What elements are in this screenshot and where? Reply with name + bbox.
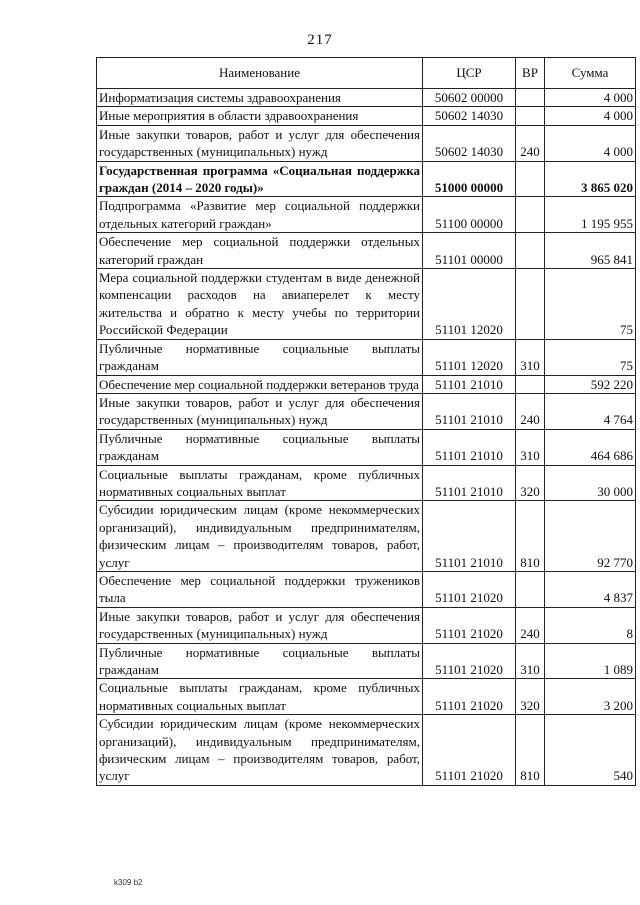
cell-name: Субсидии юридическим лицам (кроме некоммерческих организаций), индивидуальным предпринимателям, физическим лицам – производителям товаров, работ, услуг: [97, 715, 423, 786]
cell-csr: 51101 00000: [423, 233, 516, 269]
cell-vr: 310: [516, 643, 545, 679]
cell-csr: 51101 21020: [423, 643, 516, 679]
cell-name: Публичные нормативные социальные выплаты гражданам: [97, 643, 423, 679]
cell-sum: 4 837: [545, 571, 636, 607]
table-row: [97, 269, 636, 340]
budget-table: [96, 57, 636, 786]
cell-vr: [516, 375, 545, 393]
table-row: [97, 107, 636, 125]
column-header-vr: ВР: [516, 58, 545, 89]
cell-vr: 240: [516, 125, 545, 161]
table-row: [97, 125, 636, 161]
cell-name: Государственная программа «Социальная поддержка граждан (2014 – 2020 годы)»: [97, 161, 423, 197]
page-number: 217: [307, 32, 333, 48]
cell-vr: [516, 89, 545, 107]
cell-vr: 320: [516, 465, 545, 501]
cell-csr: 51101 21020: [423, 607, 516, 643]
cell-sum: 4 000: [545, 125, 636, 161]
table-row: [97, 375, 636, 393]
cell-name: Иные закупки товаров, работ и услуг для обеспечения государственных (муниципальных) нужд: [97, 393, 423, 429]
cell-name: Иные закупки товаров, работ и услуг для обеспечения государственных (муниципальных) нужд: [97, 125, 423, 161]
cell-name: Информатизация системы здравоохранения: [97, 89, 423, 107]
table-row: [97, 393, 636, 429]
header-row: [97, 58, 636, 89]
cell-sum: 30 000: [545, 465, 636, 501]
cell-vr: 240: [516, 607, 545, 643]
cell-csr: 51101 21020: [423, 679, 516, 715]
cell-vr: [516, 233, 545, 269]
cell-csr: 51101 21010: [423, 501, 516, 572]
cell-csr: 50602 14030: [423, 125, 516, 161]
cell-csr: 50602 14030: [423, 107, 516, 125]
cell-name: Публичные нормативные социальные выплаты гражданам: [97, 429, 423, 465]
cell-sum: 965 841: [545, 233, 636, 269]
table-row: [97, 679, 636, 715]
table-row: [97, 643, 636, 679]
cell-name: Обеспечение мер социальной поддержки отдельных категорий граждан: [97, 233, 423, 269]
cell-name: Социальные выплаты гражданам, кроме публичных нормативных социальных выплат: [97, 679, 423, 715]
cell-name: Иные мероприятия в области здравоохранения: [97, 107, 423, 125]
cell-csr: 51000 00000: [423, 161, 516, 197]
cell-sum: 92 770: [545, 501, 636, 572]
cell-sum: 464 686: [545, 429, 636, 465]
cell-csr: 50602 00000: [423, 89, 516, 107]
cell-sum: 540: [545, 715, 636, 786]
cell-csr: 51101 21020: [423, 571, 516, 607]
cell-vr: 310: [516, 339, 545, 375]
cell-csr: 51101 21020: [423, 715, 516, 786]
cell-name: Публичные нормативные социальные выплаты гражданам: [97, 339, 423, 375]
table-row: [97, 197, 636, 233]
cell-sum: 4 764: [545, 393, 636, 429]
column-header-csr: ЦСР: [423, 58, 516, 89]
cell-vr: 310: [516, 429, 545, 465]
cell-name: Обеспечение мер социальной поддержки ветеранов труда: [97, 375, 423, 393]
cell-name: Подпрограмма «Развитие мер социальной поддержки отдельных категорий граждан»: [97, 197, 423, 233]
cell-csr: 51101 21010: [423, 375, 516, 393]
cell-vr: [516, 571, 545, 607]
cell-sum: 4 000: [545, 107, 636, 125]
cell-sum: 75: [545, 269, 636, 340]
cell-vr: 320: [516, 679, 545, 715]
cell-vr: [516, 161, 545, 197]
cell-sum: 75: [545, 339, 636, 375]
cell-vr: [516, 107, 545, 125]
cell-sum: 1 089: [545, 643, 636, 679]
table-row: [97, 715, 636, 786]
cell-sum: 4 000: [545, 89, 636, 107]
table-header: [97, 58, 636, 89]
table-row: [97, 571, 636, 607]
footer-code: k309 b2: [114, 878, 143, 887]
cell-name: Иные закупки товаров, работ и услуг для обеспечения государственных (муниципальных) нужд: [97, 607, 423, 643]
cell-vr: [516, 197, 545, 233]
cell-vr: 810: [516, 715, 545, 786]
cell-sum: 592 220: [545, 375, 636, 393]
cell-vr: 240: [516, 393, 545, 429]
cell-name: Мера социальной поддержки студентам в виде денежной компенсации расходов на авиаперелет к месту жительства и обратно к месту учебы по территории Российской Федерации: [97, 269, 423, 340]
table-body: [97, 89, 636, 786]
cell-csr: 51101 21010: [423, 465, 516, 501]
table-row: [97, 339, 636, 375]
cell-sum: 8: [545, 607, 636, 643]
column-header-sum: Сумма: [545, 58, 636, 89]
table-row: [97, 233, 636, 269]
table-row: [97, 501, 636, 572]
table-row: [97, 607, 636, 643]
cell-vr: [516, 269, 545, 340]
cell-name: Субсидии юридическим лицам (кроме некоммерческих организаций), индивидуальным предпринимателям, физическим лицам – производителям товаров, работ, услуг: [97, 501, 423, 572]
cell-csr: 51100 00000: [423, 197, 516, 233]
table-row: [97, 465, 636, 501]
cell-name: Обеспечение мер социальной поддержки тружеников тыла: [97, 571, 423, 607]
cell-sum: 3 865 020: [545, 161, 636, 197]
cell-csr: 51101 12020: [423, 269, 516, 340]
cell-csr: 51101 12020: [423, 339, 516, 375]
column-header-name: Наименование: [97, 58, 423, 89]
cell-sum: 1 195 955: [545, 197, 636, 233]
cell-name: Социальные выплаты гражданам, кроме публичных нормативных социальных выплат: [97, 465, 423, 501]
cell-csr: 51101 21010: [423, 429, 516, 465]
cell-sum: 3 200: [545, 679, 636, 715]
cell-vr: 810: [516, 501, 545, 572]
table-row: [97, 429, 636, 465]
cell-csr: 51101 21010: [423, 393, 516, 429]
table-row: [97, 89, 636, 107]
table-row: [97, 161, 636, 197]
